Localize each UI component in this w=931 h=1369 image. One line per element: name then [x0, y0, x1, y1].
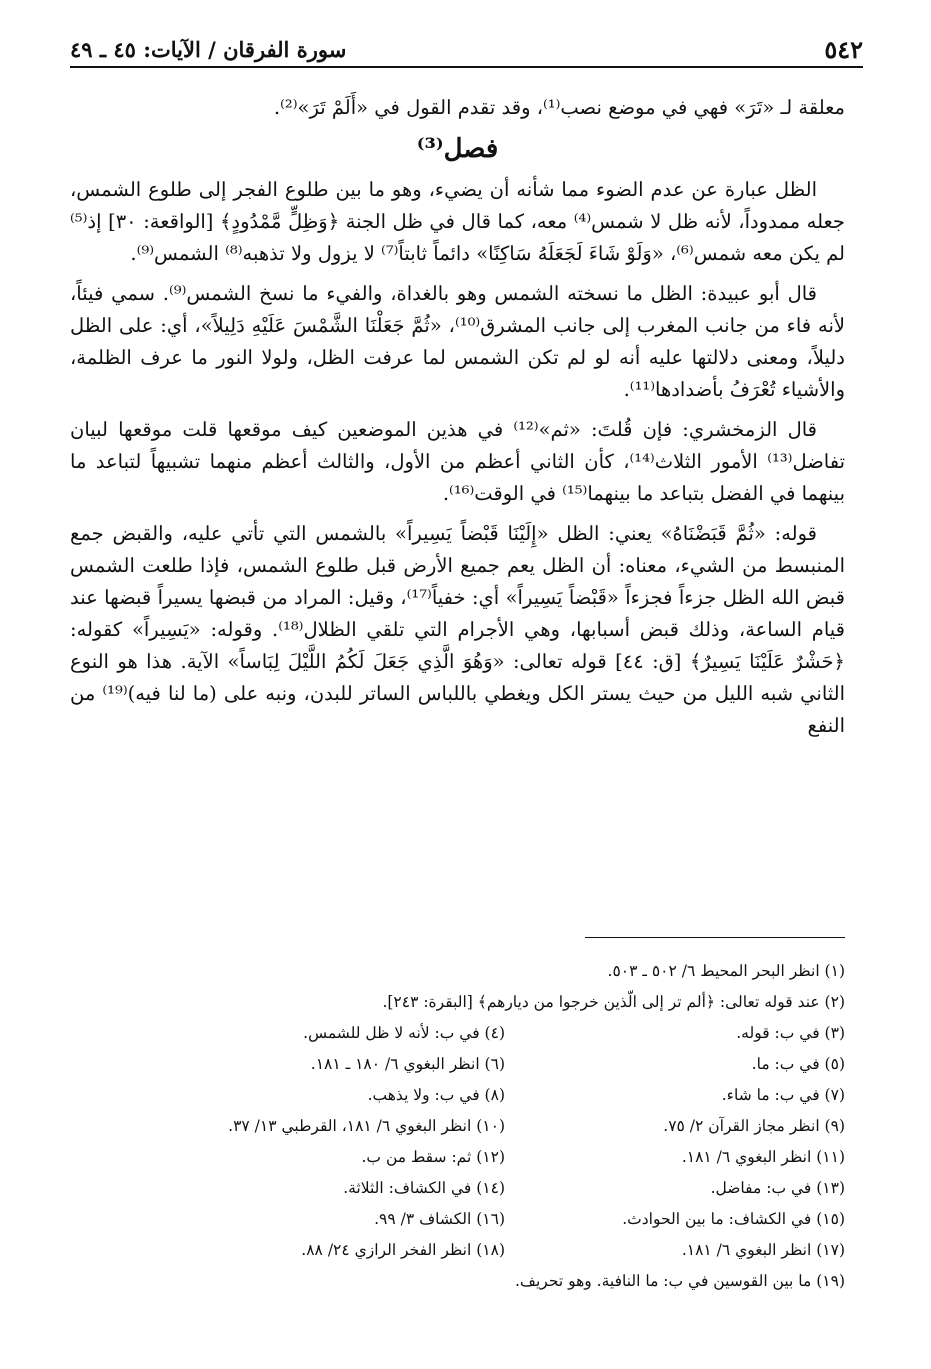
page-header — [70, 28, 863, 68]
paragraph-abu-ubayda: قال أبو عبيدة: الظل ما نسخته الشمس وهو بالغداة، والفيء ما نسخ الشمس⁽⁹⁾. سمي فيئاً، لأنه فاء من جانب المغرب إلى جانب المشرق⁽¹⁰⁾، «ثُمَّ جَعَلْنَا الشَّمْسَ عَلَيْهِ دَلِيلاً»، أي: على الظل دليلاً، ومعنى دلالتها عليه أنه لو لم تكن الشمس لما عرفت الظل، ولولا النور ما عرف الظلمة، والأشياء تُعْرَفُ بأضدادها⁽¹¹⁾. — [70, 282, 846, 401]
footnote-row — [150, 1204, 845, 1235]
footnote-row — [150, 1111, 845, 1142]
paragraph-shade-definition: الظل عبارة عن عدم الضوء مما شأنه أن يضيء، وهو ما بين طلوع الفجر إلى طلوع الشمس، جعله ممدوداً، لأنه ظل لا شمس⁽⁴⁾ معه، كما قال في ظل الجنة ﴿وَظِلٍّ مَّمْدُودٍ﴾ [الواقعة: ٣٠] إذ⁽⁵⁾ لم يكن معه شمس⁽⁶⁾، «وَلَوْ شَاءَ لَجَعَلَهُ سَاكِنًا» دائماً ثابتاً⁽⁷⁾ لا يزول ولا تذهبه⁽⁸⁾ الشمس⁽⁹⁾. — [70, 178, 845, 265]
paragraph-continuation: معلقة لـ «تَرَ» فهي في موضع نصب⁽¹⁾، وقد تقدم القول في «أَلَمْ تَرَ»⁽²⁾. — [273, 96, 845, 119]
main-text — [70, 92, 845, 750]
footnote-5: (٥) في ب: ما. — [751, 1055, 845, 1073]
footnote-row — [150, 1142, 845, 1173]
footnote-18: (١٨) انظر الفخر الرازي ٢٤/ ٨٨. — [301, 1241, 505, 1259]
footnote-row — [150, 1173, 845, 1204]
footnote-row — [150, 1235, 845, 1266]
footnote-12: (١٢) ثم: سقط من ب. — [361, 1148, 505, 1166]
footnote-10: (١٠) انظر البغوي ٦/ ١٨١، القرطبي ١٣/ ٣٧. — [228, 1117, 505, 1135]
footnote-9: (٩) انظر مجاز القرآن ٢/ ٧٥. — [663, 1117, 845, 1135]
paragraph-qabadnahu: قوله: «ثُمَّ قَبَضْنَاهُ» يعني: الظل «إِلَيْنَا قَبْضاً يَسِيراً» بالشمس التي تأتي عليه، والقبض جمع المنبسط من الشيء، معناه: أن الظل يعم جميع الأرض قبل طلوع الشمس، فإذا طلعت الشمس قبض الله الظل جزءاً فجزءاً «قَبْضاً يَسِيراً» أي: خفياً⁽¹⁷⁾، وقيل: المراد من قبضها يسيراً قبضها عند قيام الساعة، وذلك قبض أسبابها، وهي الأجرام التي تلقي الظلال⁽¹⁸⁾. وقوله: «يَسِيراً» كقوله: ﴿حَشْرٌ عَلَيْنَا يَسِيرٌ﴾ [ق: ٤٤] قوله تعالى: «وَهُوَ الَّذِي جَعَلَ لَكُمُ اللَّيْلَ لِبَاساً» الآية. هذا هو النوع الثاني شبه الليل من حيث يستر الكل ويغطي باللباس الساتر للبدن، ونبه على (ما لنا فيه)⁽¹⁹⁾ من النفع — [70, 522, 846, 737]
footnote-7: (٧) في ب: ما شاء. — [721, 1086, 845, 1104]
footnote-15: (١٥) في الكشاف: ما بين الحوادث. — [622, 1210, 845, 1228]
section-heading: فصل⁽³⁾ — [416, 134, 499, 164]
footnote-2: (٢) عند قوله تعالى: ﴿ألم تر إلى الّذين خرجوا من ديارهم﴾ [البقرة: ٢٤٣]. — [382, 993, 845, 1011]
footnote-1: (١) انظر البحر المحيط ٦/ ٥٠٢ ـ ٥٠٣. — [607, 962, 845, 980]
footnote-16: (١٦) الكشاف ٣/ ٩٩. — [374, 1210, 505, 1228]
page-number: ٥٤٢ — [824, 35, 863, 64]
footnote-row — [150, 1080, 845, 1111]
footnote-19: (١٩) ما بين القوسين في ب: ما النافية. وهو تحريف. — [514, 1272, 845, 1290]
footnote-row — [150, 1018, 845, 1049]
footnote-8: (٨) في ب: ولا يذهب. — [367, 1086, 505, 1104]
footnotes — [150, 956, 845, 1297]
footnote-row — [150, 1049, 845, 1080]
running-title: سورة الفرقان / الآيات: ٤٥ ـ ٤٩ — [70, 37, 347, 62]
footnote-13: (١٣) في ب: مفاضل. — [710, 1179, 845, 1197]
footnote-17: (١٧) انظر البغوي ٦/ ١٨١. — [681, 1241, 845, 1259]
footnote-14: (١٤) في الكشاف: الثلاثة. — [343, 1179, 505, 1197]
footnote-6: (٦) انظر البغوي ٦/ ١٨٠ ـ ١٨١. — [310, 1055, 505, 1073]
footnote-separator — [585, 937, 845, 938]
footnote-4: (٤) في ب: لأنه لا ظل للشمس. — [303, 1024, 505, 1042]
footnote-11: (١١) انظر البغوي ٦/ ١٨١. — [681, 1148, 845, 1166]
footnote-3: (٣) في ب: قوله. — [736, 1024, 845, 1042]
paragraph-zamakhshari: قال الزمخشري: فإن قُلتَ: «ثم»⁽¹²⁾ في هذين الموضعين كيف موقعها قلت موقعها لبيان تفاضل⁽¹³⁾ الأمور الثلاث⁽¹⁴⁾، كأن الثاني أعظم من الأول، والثالث أعظم منهما تشبيهاً لتباعد ما بينهما في الفضل بتباعد ما بينهما⁽¹⁵⁾ في الوقت⁽¹⁶⁾. — [70, 418, 846, 505]
